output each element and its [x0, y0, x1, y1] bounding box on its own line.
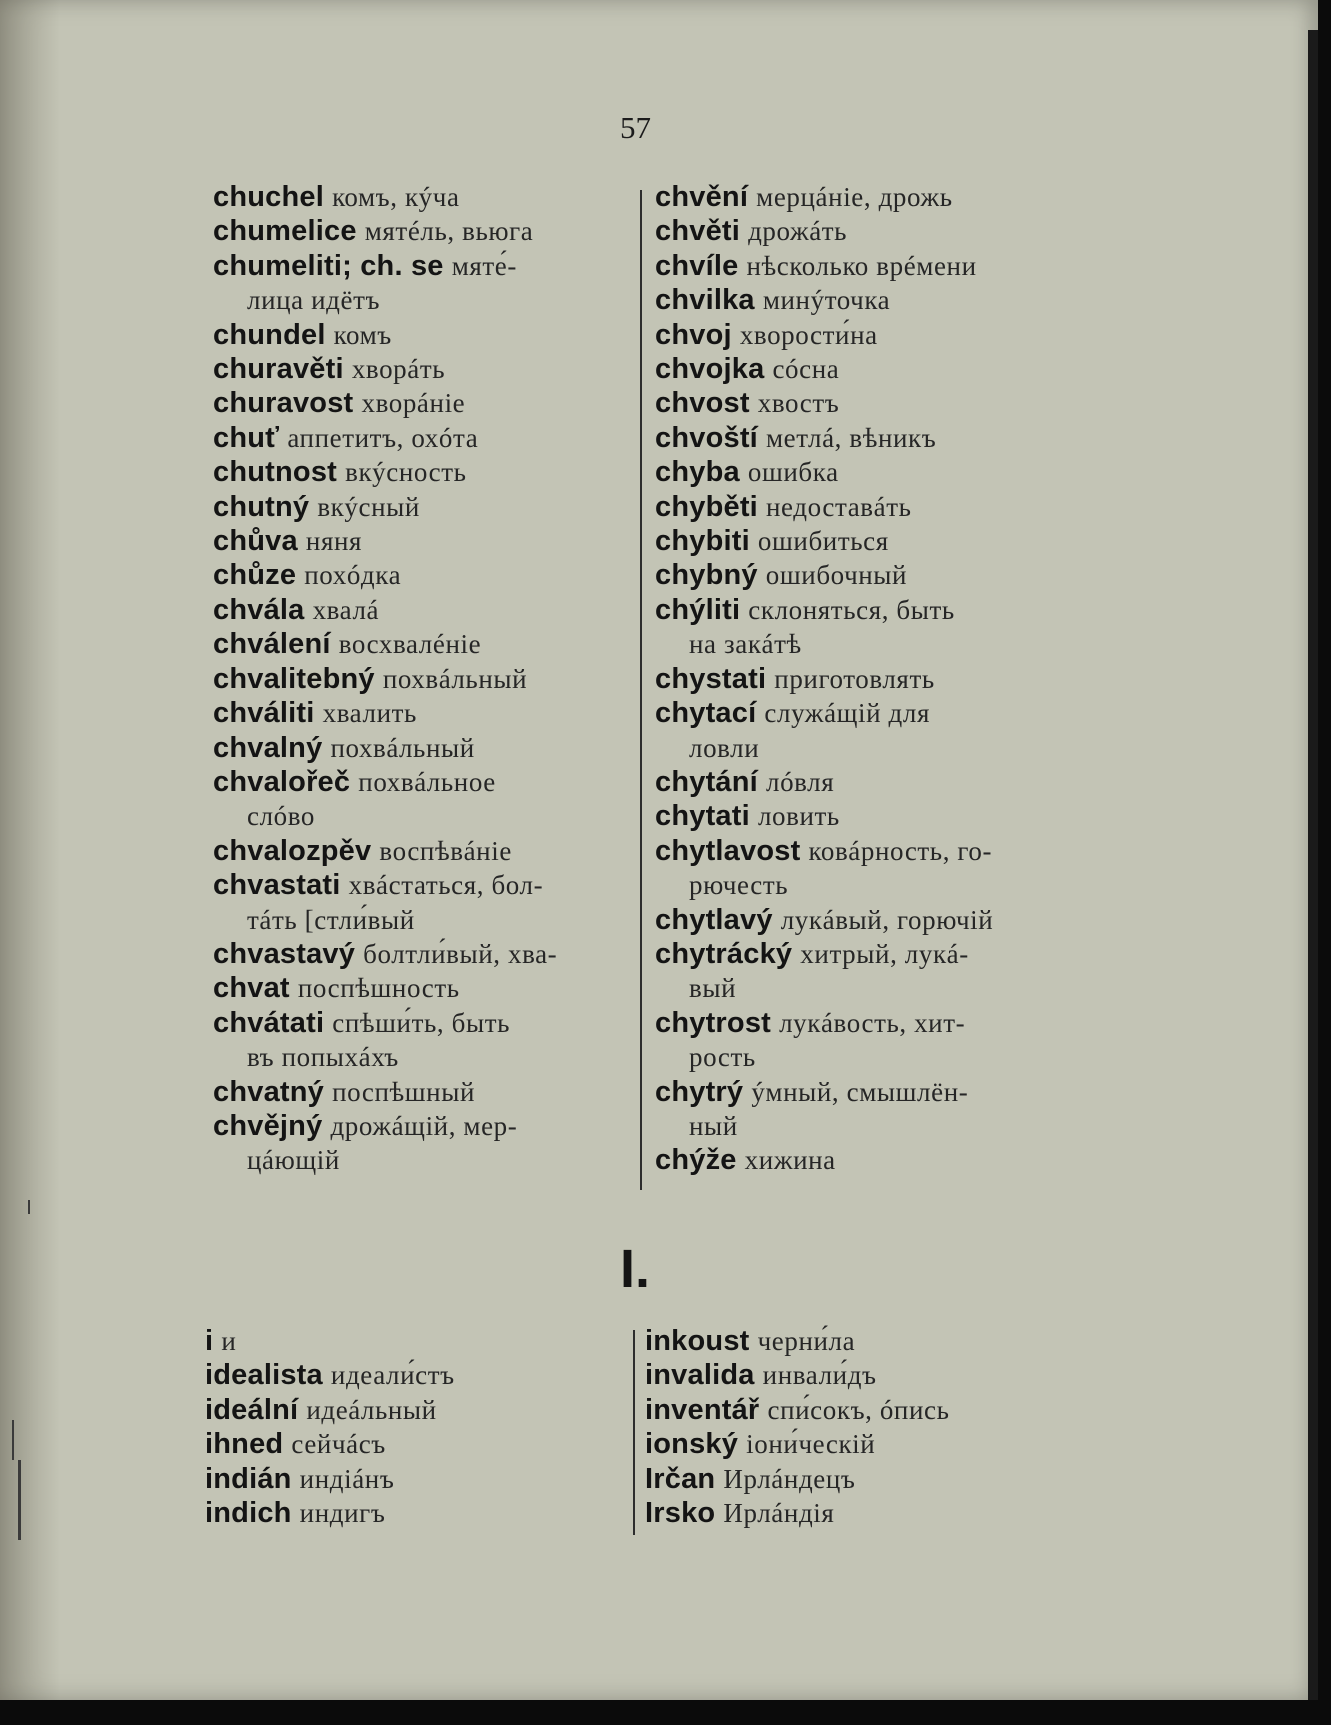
headword: chůze	[213, 559, 297, 592]
headword: invalida	[645, 1359, 755, 1392]
translation: мятéль, вьюга	[364, 216, 534, 247]
translation-continuation: рость	[689, 1042, 756, 1073]
headword: chvalozpěv	[213, 834, 372, 867]
headword: chvějný	[213, 1109, 323, 1142]
translation: черни́ла	[757, 1326, 856, 1356]
translation: и	[221, 1326, 237, 1356]
translation: хвостъ	[757, 388, 840, 419]
dictionary-entry	[213, 214, 633, 248]
translation: комъ	[333, 319, 392, 350]
headword: churavost	[213, 387, 354, 420]
translation: метлá, вѣникъ	[766, 422, 937, 453]
headword: churavěti	[213, 353, 344, 386]
headword: chuchel	[213, 181, 324, 213]
headword: chvatný	[213, 1075, 324, 1108]
translation: няня	[305, 526, 363, 557]
translation: минýточка	[762, 285, 891, 316]
scan-border	[0, 1700, 1331, 1725]
headword: chytrost	[655, 1006, 772, 1039]
margin-mark	[12, 1420, 14, 1460]
translation-continuation: слóво	[247, 801, 316, 832]
translation: приготовлять	[774, 663, 935, 694]
dictionary-entry	[655, 283, 1075, 317]
page-edge	[1308, 30, 1318, 1700]
right-column	[655, 180, 1075, 1178]
dictionary-entry	[655, 352, 1075, 386]
translation: аппетитъ, охóта	[287, 422, 479, 453]
section-heading: I.	[620, 1239, 651, 1299]
translation-continuation: лица идётъ	[247, 285, 381, 316]
headword: chyba	[655, 456, 740, 489]
headword: chvoští	[655, 421, 758, 454]
margin-mark	[18, 1460, 21, 1540]
headword: chumeliti; ch. se	[213, 249, 444, 282]
dictionary-entry	[655, 696, 1075, 765]
headword: chválení	[213, 628, 331, 661]
translation: нѣсколько врéмени	[746, 250, 977, 281]
translation-continuation: въ попыхáхъ	[247, 1042, 399, 1073]
headword: chvalný	[213, 731, 323, 764]
dictionary-entry	[655, 799, 1075, 833]
headword: chůva	[213, 525, 298, 558]
dictionary-entry	[213, 696, 633, 730]
translation: сóсна	[772, 354, 840, 385]
translation-continuation: ный	[689, 1110, 738, 1141]
translation: ловить	[757, 801, 840, 832]
headword: chvost	[655, 387, 750, 420]
translation: сейчáсъ	[291, 1429, 386, 1460]
dictionary-entry	[213, 352, 633, 386]
translation: воспѣвáніе	[379, 835, 512, 866]
dictionary-entry	[205, 1496, 625, 1530]
spine-shadow	[0, 0, 60, 1700]
dictionary-entry	[645, 1324, 1065, 1358]
headword: chváliti	[213, 697, 315, 730]
dictionary-entry	[655, 765, 1075, 799]
headword: indián	[205, 1462, 292, 1495]
translation: похвáльный	[382, 663, 528, 694]
translation: Ирлáндія	[723, 1498, 835, 1529]
headword: chvátati	[213, 1006, 325, 1039]
dictionary-entry	[205, 1427, 625, 1461]
headword: i	[205, 1325, 214, 1357]
translation-continuation: ловли	[689, 732, 760, 763]
headword: chvoj	[655, 318, 732, 351]
translation-continuation: на закáтѣ	[689, 629, 802, 660]
dictionary-entry	[655, 421, 1075, 455]
dictionary-entry	[655, 1143, 1075, 1177]
translation: ýмный, смышлён-	[751, 1076, 969, 1107]
headword: chvěti	[655, 215, 741, 248]
left-column	[213, 180, 633, 1178]
page-number: 57	[620, 110, 651, 145]
dictionary-entry	[205, 1393, 625, 1427]
dictionary-entry	[213, 524, 633, 558]
headword: chvalořeč	[213, 765, 351, 798]
dictionary-entry	[213, 1006, 633, 1075]
dictionary-entry	[213, 490, 633, 524]
headword: chumelice	[213, 215, 357, 248]
headword: chundel	[213, 318, 326, 351]
headword: chvalitebný	[213, 662, 375, 695]
headword: chytrý	[655, 1075, 744, 1108]
dictionary-entry	[655, 455, 1075, 489]
dictionary-entry	[213, 455, 633, 489]
dictionary-entry	[655, 937, 1075, 1006]
dictionary-entry	[655, 318, 1075, 352]
dictionary-entry	[655, 214, 1075, 248]
translation: хворáть	[351, 354, 446, 385]
dictionary-entry	[213, 593, 633, 627]
headword: chybiti	[655, 525, 750, 558]
translation: идеали́стъ	[330, 1360, 455, 1391]
translation: хворости́на	[739, 319, 878, 350]
translation-continuation: цáющій	[247, 1145, 340, 1176]
headword: chvilka	[655, 284, 755, 317]
translation: похóдка	[304, 560, 402, 591]
translation: ошибочный	[765, 560, 908, 591]
headword: chytrácký	[655, 937, 793, 970]
headword: chýliti	[655, 593, 741, 626]
dictionary-entry	[655, 249, 1075, 283]
translation: индіáнъ	[299, 1463, 395, 1494]
headword: Irčan	[645, 1462, 716, 1495]
dictionary-entry	[655, 180, 1075, 214]
translation: комъ, кýча	[332, 182, 460, 212]
headword: chutný	[213, 490, 310, 523]
dictionary-entry	[213, 249, 633, 318]
translation: болтли́вый, хва-	[363, 938, 558, 969]
column-divider-i-section	[633, 1330, 635, 1535]
translation: дрожáщій, мер-	[330, 1110, 518, 1141]
headword: chutnost	[213, 456, 338, 489]
headword: chytati	[655, 800, 750, 833]
translation: хвáстаться, бол-	[348, 870, 544, 901]
headword: ihned	[205, 1428, 284, 1461]
dictionary-entry	[213, 421, 633, 455]
translation: хвалить	[322, 698, 417, 729]
column-divider	[640, 190, 642, 1190]
translation-continuation: тáть [стли́вый	[247, 904, 415, 935]
translation: недоставáть	[766, 491, 912, 522]
dictionary-entry	[655, 834, 1075, 903]
dictionary-entry	[645, 1496, 1065, 1530]
translation: хижина	[744, 1145, 836, 1176]
headword: inkoust	[645, 1325, 750, 1357]
dictionary-entry	[645, 1393, 1065, 1427]
dictionary-entry	[645, 1358, 1065, 1392]
dictionary-entry	[213, 765, 633, 834]
dictionary-entry	[655, 524, 1075, 558]
headword: chýže	[655, 1144, 737, 1177]
dictionary-entry	[655, 386, 1075, 420]
translation: похвáльное	[358, 766, 496, 797]
translation: мяте́-	[451, 250, 517, 281]
translation: вкýсный	[317, 491, 420, 522]
dictionary-entry	[213, 558, 633, 592]
dictionary-entry	[213, 1109, 633, 1178]
right-column-i-section	[645, 1324, 1065, 1530]
left-column-i-section	[205, 1324, 625, 1530]
headword: ionský	[645, 1428, 739, 1461]
dictionary-entry	[655, 903, 1075, 937]
dictionary-entry	[213, 627, 633, 661]
translation: идеáльный	[306, 1394, 437, 1425]
translation: лóвля	[766, 766, 835, 797]
dictionary-entry	[213, 180, 633, 214]
dictionary-entry	[213, 386, 633, 420]
dictionary-entry	[655, 1006, 1075, 1075]
translation: спи́сокъ, óпись	[767, 1394, 950, 1425]
translation: вкýсность	[345, 457, 467, 488]
dictionary-entry	[655, 558, 1075, 592]
headword: chytlavost	[655, 834, 801, 867]
dictionary-entry	[655, 662, 1075, 696]
headword: chvojka	[655, 353, 765, 386]
headword: Irsko	[645, 1497, 716, 1530]
translation: ошибиться	[757, 526, 889, 557]
dictionary-entry	[205, 1358, 625, 1392]
headword: chvála	[213, 593, 305, 626]
translation: Ирлáндецъ	[723, 1463, 856, 1494]
translation-continuation: рючесть	[689, 870, 789, 901]
translation: ковáрность, го-	[808, 835, 993, 866]
translation: хворáніе	[361, 388, 466, 419]
headword: chyběti	[655, 490, 758, 523]
headword: chystati	[655, 662, 767, 695]
translation: хвалá	[312, 594, 380, 625]
dictionary-entry	[655, 1075, 1075, 1144]
dictionary-entry	[213, 971, 633, 1005]
headword: chybný	[655, 559, 758, 592]
dictionary-entry	[645, 1427, 1065, 1461]
translation: восхвалéніе	[338, 629, 482, 660]
dictionary-entry	[213, 318, 633, 352]
dictionary-entry	[205, 1324, 625, 1358]
translation: склоняться, быть	[748, 594, 955, 625]
headword: chytací	[655, 697, 757, 730]
translation: служáщій для	[764, 698, 930, 729]
translation: ошибка	[747, 457, 839, 488]
margin-mark	[28, 1200, 30, 1214]
headword: chytání	[655, 765, 758, 798]
headword: chvastati	[213, 869, 341, 902]
dictionary-entry	[213, 731, 633, 765]
translation: спѣши́ть, быть	[332, 1007, 511, 1038]
translation: дрожáть	[748, 216, 848, 247]
dictionary-entry	[205, 1462, 625, 1496]
translation: поспѣшность	[297, 973, 460, 1004]
dictionary-entry	[645, 1462, 1065, 1496]
headword: indich	[205, 1497, 292, 1530]
translation: лукáвый, горючій	[780, 904, 994, 935]
translation: хитрый, лукá-	[800, 938, 969, 969]
translation: мерцáніе, дрожь	[756, 182, 953, 212]
headword: chvastavý	[213, 937, 356, 970]
translation: инвали́дъ	[762, 1360, 877, 1391]
headword: idealista	[205, 1359, 323, 1392]
dictionary-entry	[655, 490, 1075, 524]
headword: chuť	[213, 421, 280, 454]
dictionary-entry	[213, 1075, 633, 1109]
dictionary-entry	[213, 662, 633, 696]
headword: inventář	[645, 1393, 760, 1426]
translation-continuation: вый	[689, 973, 737, 1004]
translation: іони́ческій	[746, 1429, 876, 1460]
dictionary-entry	[213, 937, 633, 971]
headword: chvění	[655, 181, 749, 213]
headword: chvíle	[655, 249, 739, 282]
translation: похвáльный	[330, 732, 475, 763]
dictionary-entry	[655, 593, 1075, 662]
headword: chytlavý	[655, 903, 773, 936]
translation: поспѣшный	[332, 1076, 476, 1107]
dictionary-entry	[213, 868, 633, 937]
translation: лукáвость, хит-	[779, 1007, 966, 1038]
headword: ideální	[205, 1393, 299, 1426]
dictionary-entry	[213, 834, 633, 868]
translation: индигъ	[299, 1498, 386, 1529]
headword: chvat	[213, 972, 290, 1005]
